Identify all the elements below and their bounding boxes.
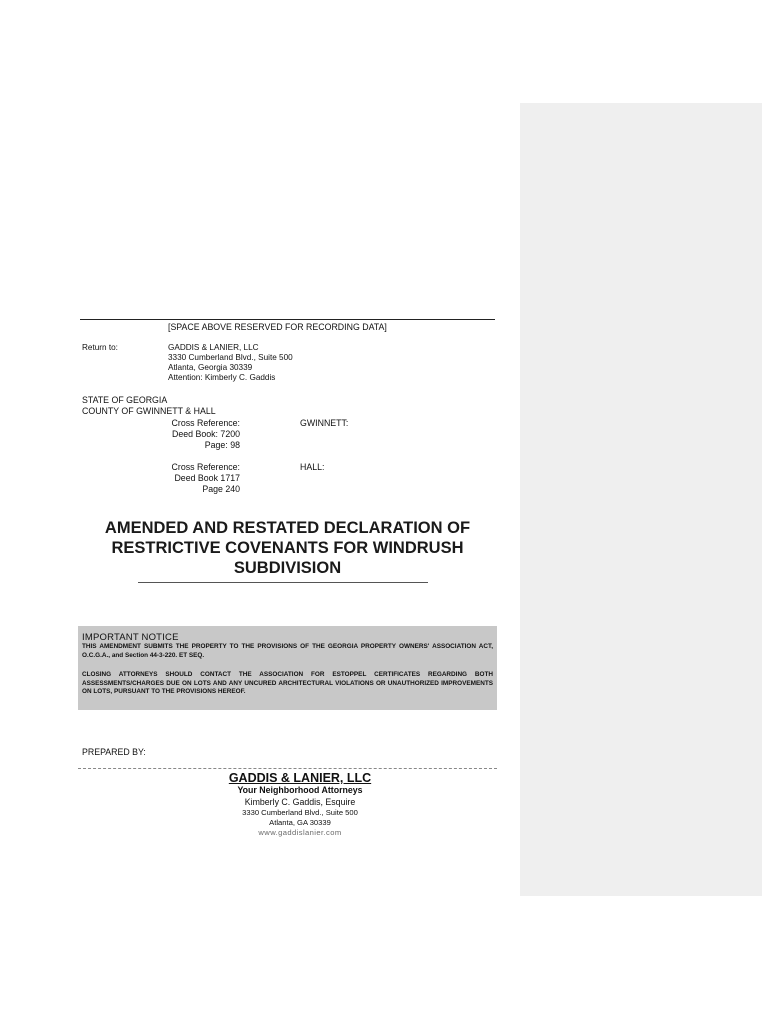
deed-book-line: Deed Book: 7200: [172, 429, 240, 439]
prepared-by-rule: [78, 768, 497, 769]
return-to-line: GADDIS & LANIER, LLC: [168, 343, 259, 352]
attorney-name: Kimberly C. Gaddis, Esquire: [244, 797, 356, 807]
title-line: RESTRICTIVE COVENANTS FOR WINDRUSH: [111, 539, 464, 557]
return-to-line: Atlanta, Georgia 30339: [168, 363, 253, 372]
notice-paragraph: THIS AMENDMENT SUBMITS THE PROPERTY TO THE PROVISIONS OF THE GEORGIA PROPERTY OWNERS' ASSOCIATION ACT, O.C.G.A., and Section 44-3-220. ET SEQ.: [82, 643, 493, 659]
return-to-label: Return to:: [82, 343, 118, 352]
page-line: Page: 98: [204, 440, 240, 450]
title-underline: [138, 582, 428, 583]
deed-book-line: Deed Book 1717: [174, 473, 240, 483]
firm-tagline: Your Neighborhood Attorneys: [237, 785, 363, 795]
title-line: SUBDIVISION: [233, 559, 342, 577]
firm-name: GADDIS & LANIER, LLC: [228, 771, 372, 785]
recording-rule: [80, 319, 495, 320]
document-title: [80, 518, 495, 578]
page-line: Page 240: [202, 484, 240, 494]
firm-address-line: 3330 Cumberland Blvd., Suite 500: [242, 808, 358, 817]
return-to-line: 3330 Cumberland Blvd., Suite 500: [168, 353, 293, 362]
gwinnett-label: GWINNETT:: [300, 418, 349, 428]
cross-reference-line: Cross Reference:: [171, 462, 240, 472]
prepared-by-label: PREPARED BY:: [82, 747, 146, 757]
firm-address-line: Atlanta, GA 30339: [269, 818, 331, 827]
title-line: AMENDED AND RESTATED DECLARATION OF: [104, 519, 471, 537]
notice-heading: IMPORTANT NOTICE: [82, 632, 179, 643]
hall-label: HALL:: [300, 462, 325, 472]
important-notice-box: [78, 626, 497, 710]
firm-website-link[interactable]: www.gaddislanier.com: [258, 828, 342, 837]
recording-space-note: [SPACE ABOVE RESERVED FOR RECORDING DATA]: [168, 322, 387, 332]
state-line: STATE OF GEORGIA: [82, 395, 168, 405]
notice-paragraph: CLOSING ATTORNEYS SHOULD CONTACT THE ASSOCIATION FOR ESTOPPEL CERTIFICATES REGARDING BOTH ASSESSMENTS/CHARGES DUE ON LOTS AND ANY UNCURED ARCHITECTURAL VIOLATIONS OR UNAUTHORIZED IMPROVEMENTS ON LOTS, PURSUANT TO THE PROVISIONS HEREOF.: [82, 671, 493, 696]
county-line: COUNTY OF GWINNETT & HALL: [82, 406, 216, 416]
return-to-line: Attention: Kimberly C. Gaddis: [168, 373, 276, 382]
cross-reference-line: Cross Reference:: [171, 418, 240, 428]
comment-margin-panel: [520, 103, 762, 896]
